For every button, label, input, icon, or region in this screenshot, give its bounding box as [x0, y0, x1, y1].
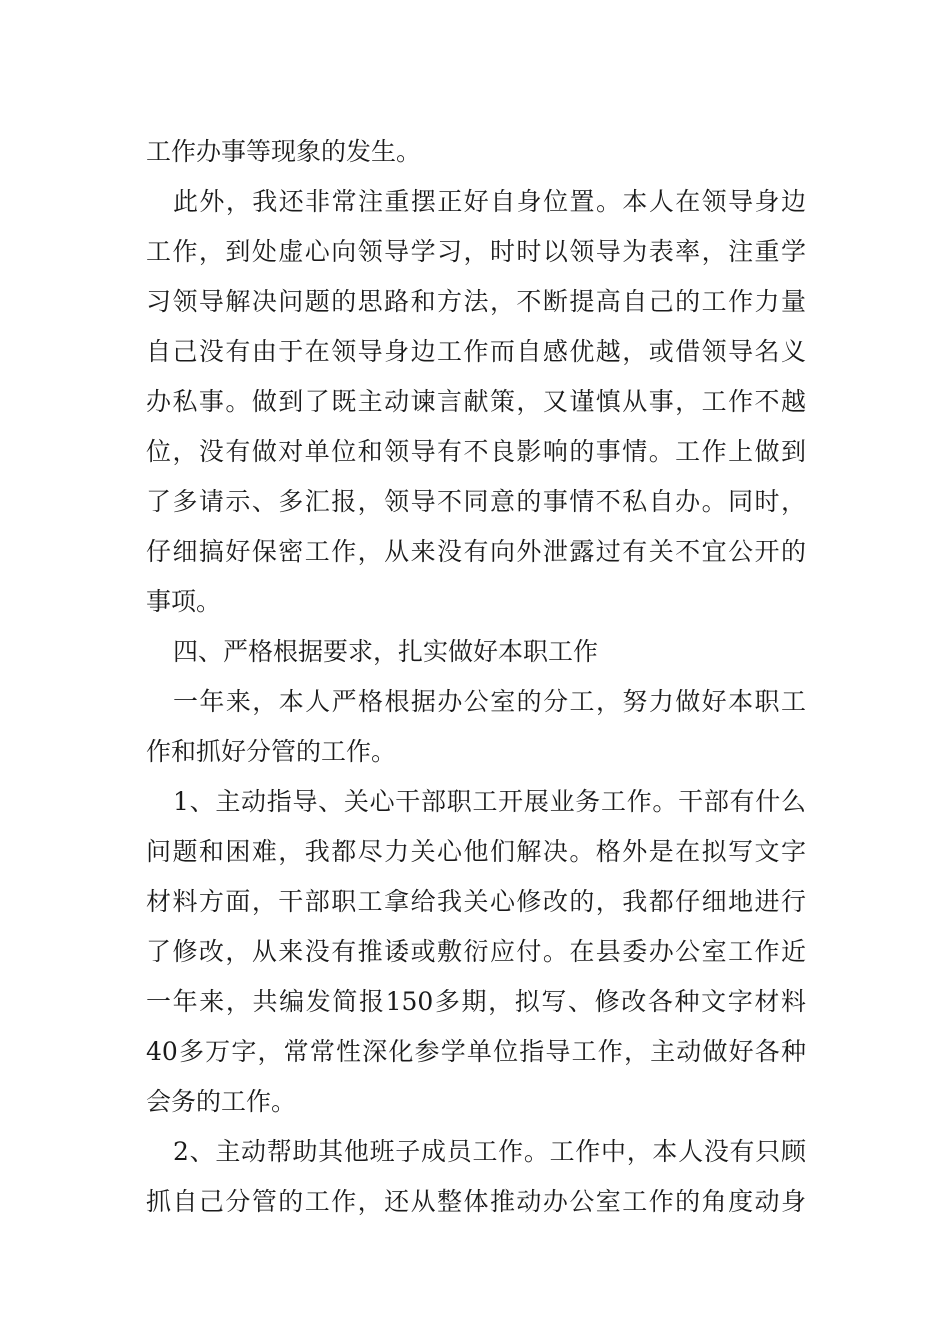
text-line: 自己没有由于在领导身边工作而自感优越，或借领导名义 — [146, 337, 806, 366]
section-heading: 四、严格根据要求，扎实做好本职工作 — [173, 637, 599, 666]
text-line: 一年来，共编发简报150多期，拟写、修改各种文字材料 — [146, 987, 806, 1016]
text-line: 工作，到处虚心向领导学习，时时以领导为表率，注重学 — [146, 237, 806, 266]
text-line: 了多请示、多汇报，领导不同意的事情不私自办。同时， — [146, 487, 806, 516]
text-line: 位，没有做对单位和领导有不良影响的事情。工作上做到 — [146, 437, 806, 466]
text-line: 会务的工作。 — [146, 1087, 297, 1116]
text-line: 习领导解决问题的思路和方法，不断提高自己的工作力量 — [146, 287, 806, 316]
text-line: 办私事。做到了既主动谏言献策，又谨慎从事，工作不越 — [146, 387, 806, 416]
text-line: 1、主动指导、关心干部职工开展业务工作。干部有什么 — [173, 787, 806, 816]
text-line: 此外，我还非常注重摆正好自身位置。本人在领导身边 — [173, 187, 806, 216]
text-line: 一年来，本人严格根据办公室的分工，努力做好本职工 — [173, 687, 806, 716]
text-line: 40多万字，常常性深化参学单位指导工作，主动做好各种 — [146, 1037, 806, 1066]
text-line: 问题和困难，我都尽力关心他们解决。格外是在拟写文字 — [146, 837, 806, 866]
text-line: 材料方面，干部职工拿给我关心修改的，我都仔细地进行 — [146, 887, 806, 916]
text-line: 仔细搞好保密工作，从来没有向外泄露过有关不宜公开的 — [146, 537, 806, 566]
text-line: 了修改，从来没有推诿或敷衍应付。在县委办公室工作近 — [146, 937, 806, 966]
text-line: 2、主动帮助其他班子成员工作。工作中，本人没有只顾 — [173, 1137, 806, 1166]
text-line: 作和抓好分管的工作。 — [146, 737, 397, 766]
text-line: 抓自己分管的工作，还从整体推动办公室工作的角度动身 — [146, 1187, 806, 1216]
text-line: 事项。 — [146, 587, 222, 616]
text-line: 工作办事等现象的发生。 — [146, 137, 422, 166]
